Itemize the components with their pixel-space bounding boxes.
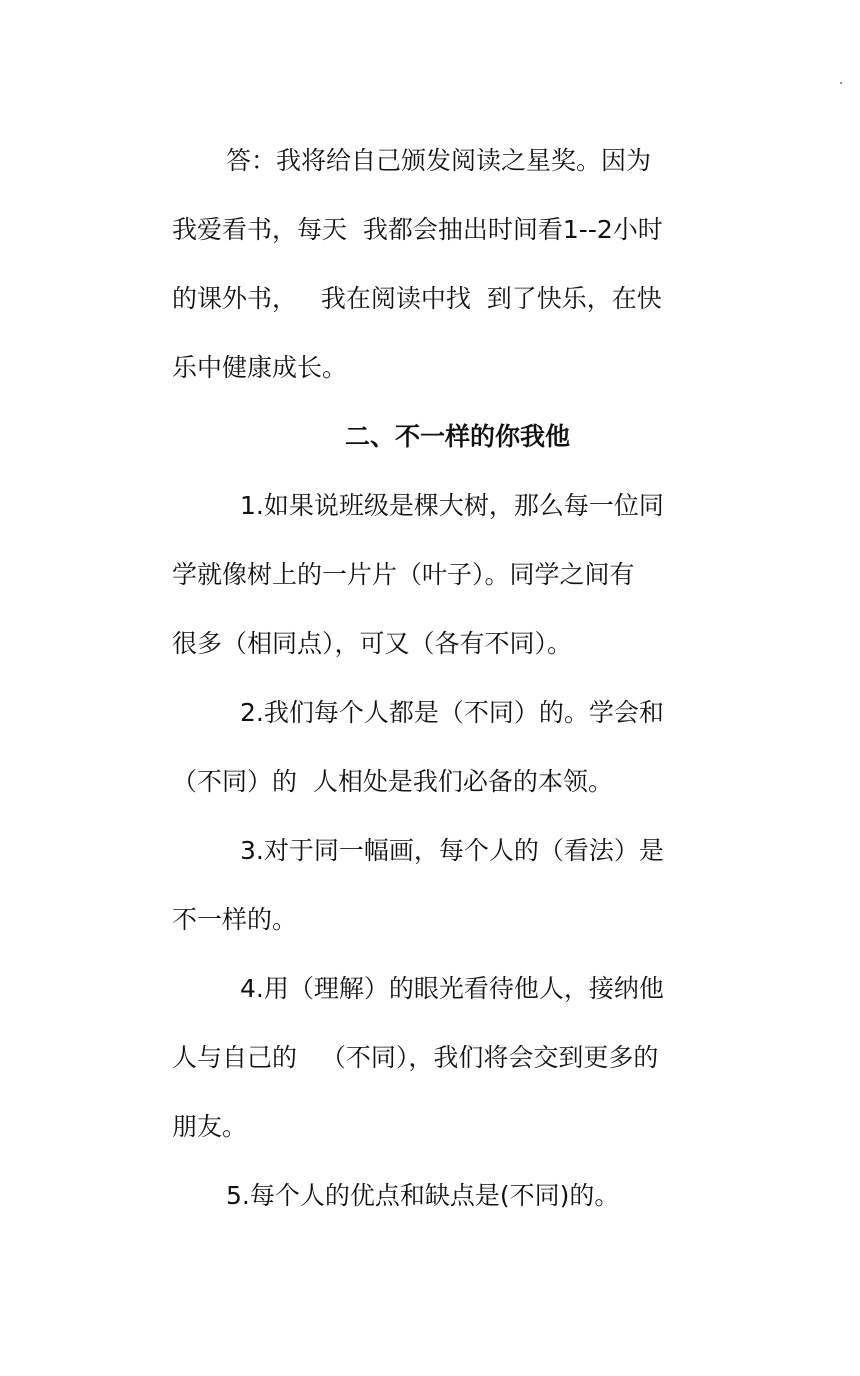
answer-line-3: 的课外书， 我在阅读中找 到了快乐，在快 (172, 284, 662, 313)
answer-line-2: 我爱看书，每天 我都会抽出时间看1--2小时 (172, 215, 663, 244)
answer-line-4: 乐中健康成长。 (172, 353, 348, 382)
item-2-line-2: （不同）的 人相处是我们必备的本领。 (172, 767, 613, 796)
corner-dot (840, 82, 842, 84)
item-1-line-2: 学就像树上的一片片（叶子）。同学之间有 (172, 560, 635, 589)
item-5-line-1: 5.每个人的优点和缺点是(不同)的。 (226, 1181, 620, 1210)
item-4-line-3: 朋友。 (172, 1112, 248, 1141)
item-3-line-2: 不一样的。 (172, 905, 298, 934)
item-1-line-3: 很多（相同点），可又（各有不同）。 (172, 629, 573, 658)
item-4-line-2: 人与自己的 （不同），我们将会交到更多的 (172, 1043, 659, 1072)
item-1-line-1: 1.如果说班级是棵大树，那么每一位同 (240, 491, 664, 520)
answer-line-1: 答：我将给自己颁发阅读之星奖。因为 (226, 146, 652, 175)
item-3-line-1: 3.对于同一幅画，每个人的（看法）是 (240, 836, 664, 865)
item-4-line-1: 4.用（理解）的眼光看待他人，接纳他 (240, 974, 664, 1003)
section-heading: 二、不一样的你我他 (344, 422, 570, 451)
item-2-line-1: 2.我们每个人都是（不同）的。学会和 (240, 698, 664, 727)
